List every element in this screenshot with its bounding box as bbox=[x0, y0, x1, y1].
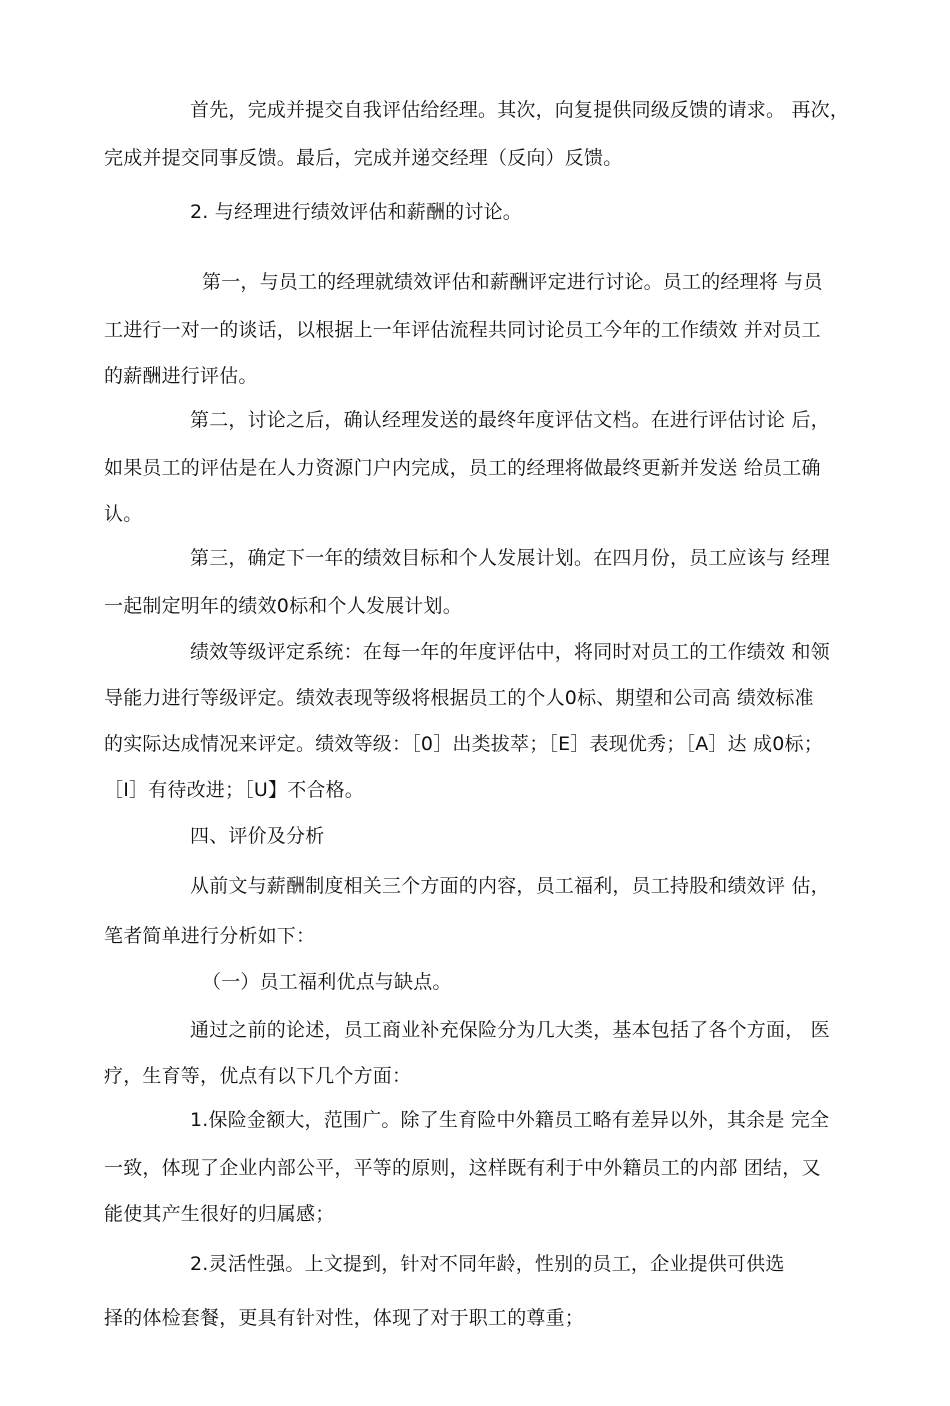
text-line: 绩效等级评定系统：在每一年的年度评估中，将同时对员工的工作绩效 和领 bbox=[190, 641, 830, 663]
subsection-heading: （一）员工福利优点与缺点。 bbox=[202, 971, 452, 993]
text-line: 从前文与薪酬制度相关三个方面的内容，员工福利，员工持股和绩效评 估， bbox=[190, 875, 830, 897]
text-line: 2.灵活性强。上文提到，针对不同年龄，性别的员工，企业提供可供选 bbox=[190, 1253, 785, 1275]
text-line: 通过之前的论述，员工商业补充保险分为几大类，基本包括了各个方面， 医 bbox=[190, 1019, 830, 1041]
section-heading: 四、评价及分析 bbox=[190, 825, 325, 847]
text-line: 的实际达成情况来评定。绩效等级：［0］出类拔萃；［E］表现优秀；［A］达 成0标； bbox=[104, 733, 823, 755]
text-line: 导能力进行等级评定。绩效表现等级将根据员工的个人0标、期望和公司高 绩效标准 bbox=[104, 687, 814, 709]
text-line: 第一，与员工的经理就绩效评估和薪酬评定进行讨论。员工的经理将 与员 bbox=[202, 271, 823, 293]
text-line: 笔者简单进行分析如下： bbox=[104, 925, 316, 947]
text-line: 1.保险金额大，范围广。除了生育险中外籍员工略有差异以外，其余是 完全 bbox=[190, 1109, 830, 1131]
text-line: 一起制定明年的绩效0标和个人发展计划。 bbox=[104, 595, 462, 617]
text-line: 的薪酬进行评估。 bbox=[104, 365, 258, 387]
text-line: 能使其产生很好的归属感； bbox=[104, 1203, 335, 1225]
section-heading: 2. 与经理进行绩效评估和薪酬的讨论。 bbox=[190, 201, 522, 223]
text-line: 工进行一对一的谈话，以根据上一年评估流程共同讨论员工今年的工作绩效 并对员工 bbox=[104, 319, 821, 341]
text-line: 第三，确定下一年的绩效目标和个人发展计划。在四月份，员工应该与 经理 bbox=[190, 547, 830, 569]
text-line: ［I］有待改进；［U】不合格。 bbox=[104, 779, 365, 801]
text-line: 认。 bbox=[104, 503, 143, 525]
text-line: 择的体检套餐，更具有针对性，体现了对于职工的尊重； bbox=[104, 1307, 585, 1329]
text-line: 疗，生育等，优点有以下几个方面： bbox=[104, 1065, 412, 1087]
text-line: 第二，讨论之后，确认经理发送的最终年度评估文档。在进行评估讨论 后， bbox=[190, 409, 830, 431]
text-line: 首先，完成并提交自我评估给经理。其次，向复提供同级反馈的请求。 再次， bbox=[190, 99, 850, 121]
text-line: 一致，体现了企业内部公平，平等的原则，这样既有利于中外籍员工的内部 团结，又 bbox=[104, 1157, 821, 1179]
text-line: 完成并提交同事反馈。最后，完成并递交经理（反向）反馈。 bbox=[104, 147, 623, 169]
text-line: 如果员工的评估是在人力资源门户内完成，员工的经理将做最终更新并发送 给员工确 bbox=[104, 457, 821, 479]
